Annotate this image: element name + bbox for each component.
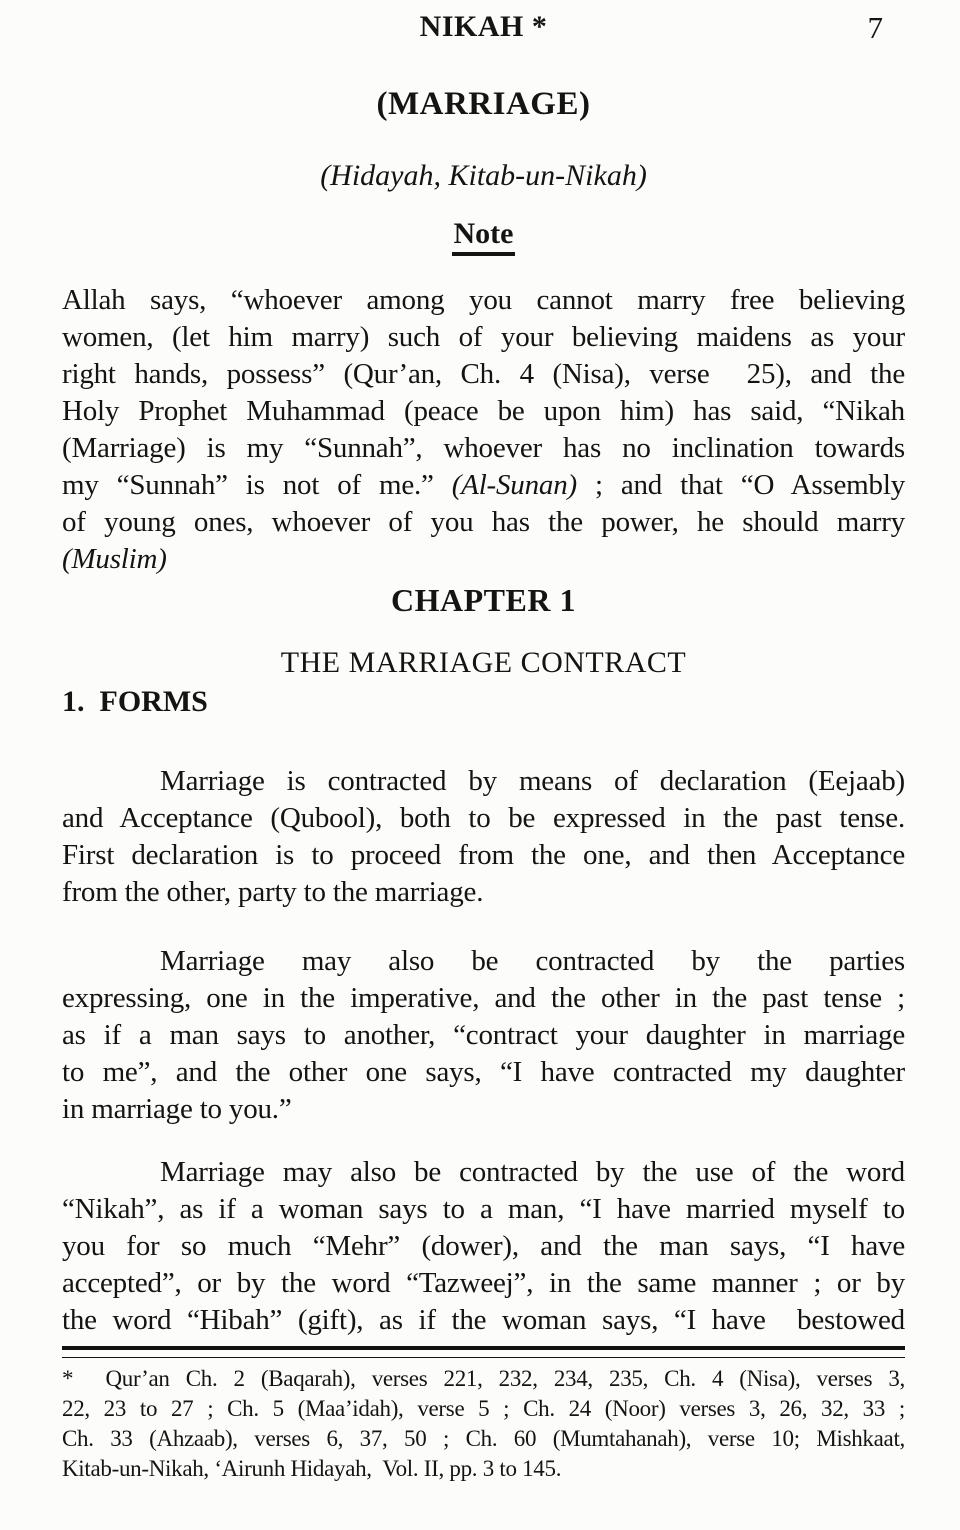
text-line: * Qur’an Ch. 2 (Baqarah), verses 221, 232, 234, 235, Ch. 4 (Nisa), verses 3, xyxy=(62,1366,905,1391)
text-line: Kitab-un-Nikah, ‘Airunh Hidayah, Vol. II, pp. 3 to 145. xyxy=(62,1456,562,1481)
text-line: (Muslim) xyxy=(62,543,167,575)
text-line: from the other, party to the marriage. xyxy=(62,876,484,908)
note-heading-row xyxy=(62,217,905,256)
text-line: Marriage is contracted by means of declaration (Eejaab) xyxy=(160,765,905,797)
footnote xyxy=(62,1364,905,1484)
footnote-divider xyxy=(62,1346,905,1358)
forms-paragraph-3 xyxy=(62,1154,905,1339)
text-line: my “Sunnah” is not of me.” (Al-Sunan) ; and that “O Assembly xyxy=(62,469,905,501)
text-line: expressing, one in the imperative, and the other in the past tense ; xyxy=(62,982,905,1014)
text-line: Allah says, “whoever among you cannot marry free believing xyxy=(62,284,905,316)
text-line: Ch. 33 (Ahzaab), verses 6, 37, 50 ; Ch. 60 (Mumtahanah), verse 10; Mishkaat, xyxy=(62,1426,905,1451)
running-title: NIKAH * xyxy=(419,10,548,43)
text-line: women, (let him marry) such of your believing maidens as your xyxy=(62,321,905,353)
forms-paragraph-2 xyxy=(62,943,905,1128)
text-line: the word “Hibah” (gift), as if the woman says, “I have bestowed xyxy=(62,1304,905,1336)
marriage-heading: (MARRIAGE) xyxy=(376,86,591,122)
text-line: right hands, possess” (Qur’an, Ch. 4 (Nisa), verse 25), and the xyxy=(62,358,905,390)
note-paragraph xyxy=(62,282,905,578)
text-line: Marriage may also be contracted by the use of the word xyxy=(160,1156,905,1188)
text-line: and Acceptance (Qubool), both to be expressed in the past tense. xyxy=(62,802,905,834)
text-line: in marriage to you.” xyxy=(62,1093,292,1125)
text-line: Marriage may also be contracted by the parties xyxy=(160,945,905,977)
text-line: of young ones, whoever of you has the power, he should marry xyxy=(62,506,905,538)
text-line: “Nikah”, as if a woman says to a man, “I have married myself to xyxy=(62,1193,905,1225)
text-line: Holy Prophet Muhammad (peace be upon him) has said, “Nikah xyxy=(62,395,905,427)
text-line: 22, 23 to 27 ; Ch. 5 (Maa’idah), verse 5 ; Ch. 24 (Noor) verses 3, 26, 32, 33 ; xyxy=(62,1396,905,1421)
text-line: as if a man says to another, “contract your daughter in marriage xyxy=(62,1019,905,1051)
page-number: 7 xyxy=(867,10,883,45)
text-line: (Marriage) is my “Sunnah”, whoever has no inclination towards xyxy=(62,432,905,464)
forms-paragraph-1 xyxy=(62,763,905,911)
text-line: First declaration is to proceed from the one, and then Acceptance xyxy=(62,839,905,871)
chapter-subheading: THE MARRIAGE CONTRACT xyxy=(280,646,687,679)
note-heading: Note xyxy=(452,217,516,256)
text-line: you for so much “Mehr” (dower), and the man says, “I have xyxy=(62,1230,905,1262)
text-line: accepted”, or by the word “Tazweej”, in the same manner ; or by xyxy=(62,1267,905,1299)
text-line: to me”, and the other one says, “I have contracted my daughter xyxy=(62,1056,905,1088)
page-header xyxy=(62,10,905,50)
source-reference: (Hidayah, Kitab-un-Nikah) xyxy=(320,159,647,192)
chapter-heading: CHAPTER 1 xyxy=(391,582,576,618)
section-heading: 1. FORMS xyxy=(62,685,208,718)
